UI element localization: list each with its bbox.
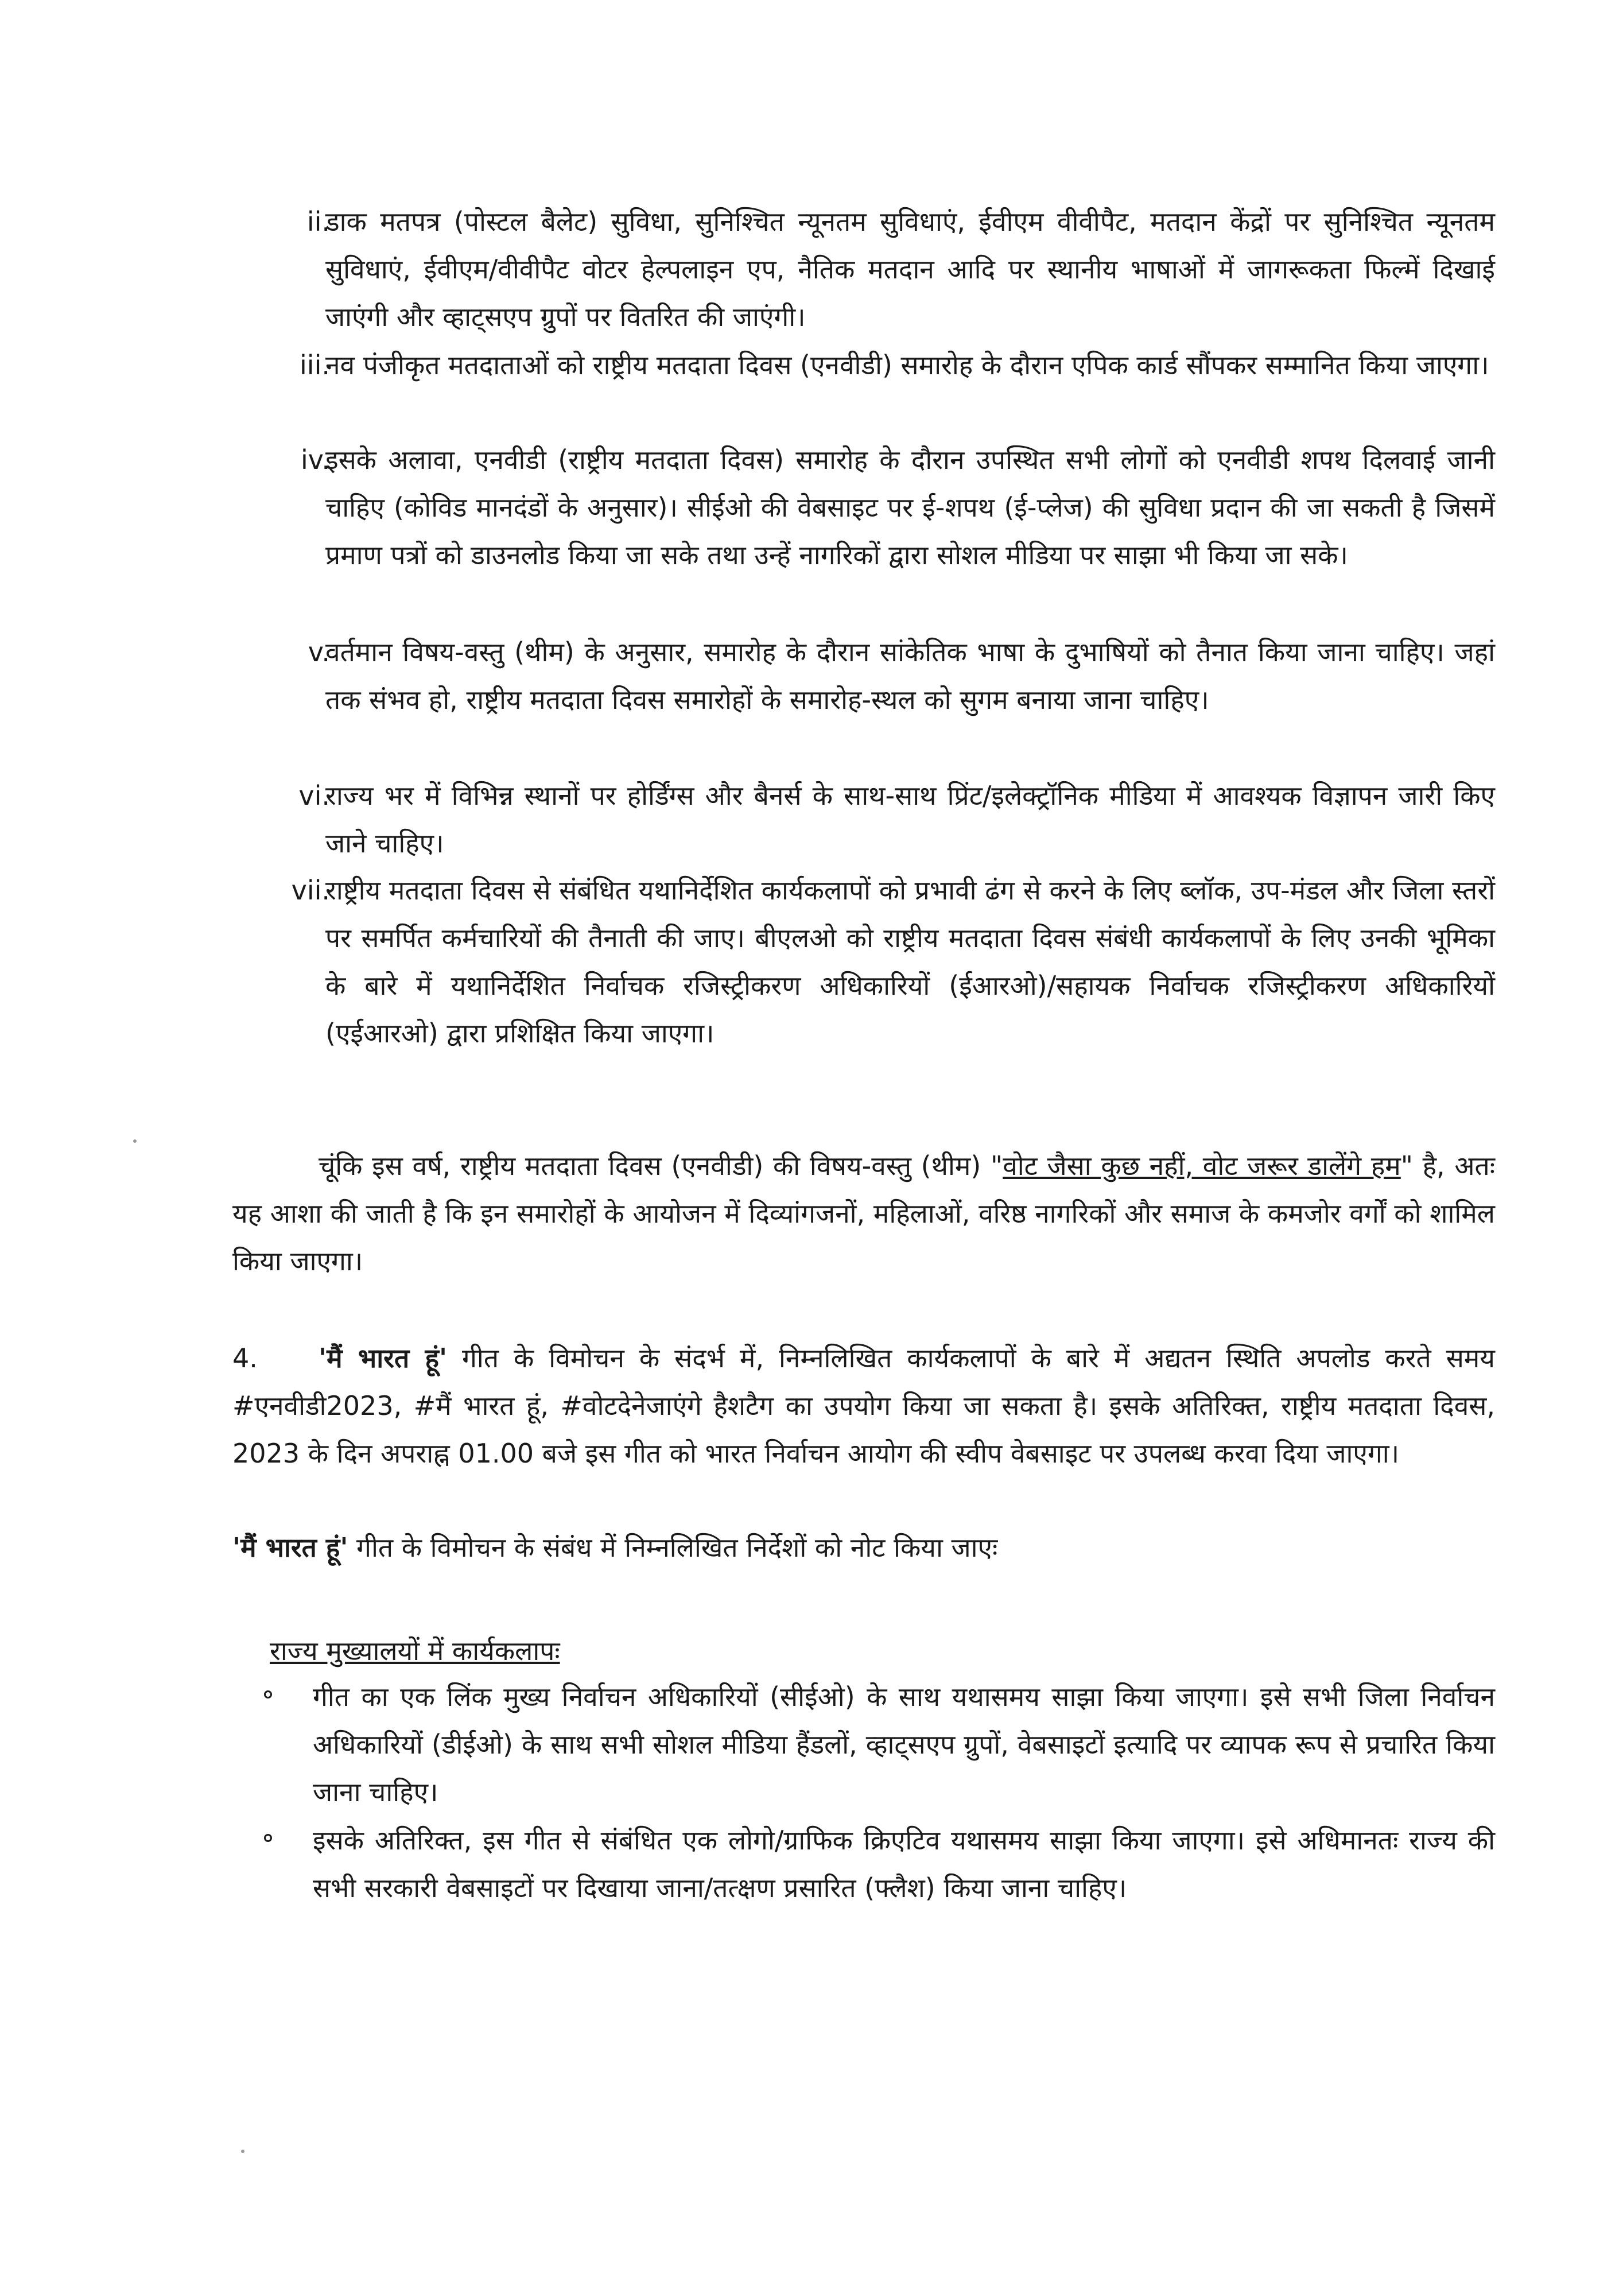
song-title: 'मैं भारत हूं' <box>319 1343 448 1374</box>
list-item-number: ii. <box>306 206 330 237</box>
list-item-text: नव पंजीकृत मतदाताओं को राष्ट्रीय मतदाता दिवस (एनवीडी) समारोह के दौरान एपिक कार्ड सौंपकर सम्मानित किया जाएगा। <box>325 350 1489 381</box>
section-4-note <box>232 1524 1495 1572</box>
list-item-text: राष्ट्रीय मतदाता दिवस से संबंधित यथानिर्देशित कार्यकलापों को प्रभावी ढंग से करने के लिए ब्लॉक, उप-मंडल और जिला स्तरों पर समर्पित कर्मचारियों की तैनाती की जाए। बीएलओ को राष्ट्रीय मतदाता दिवस संबंधी कार्यकलापों के लिए उनकी भूमिका के बारे में यथानिर्देशित निर्वाचक रजिस्ट्रीकरण अधिकारियों (ईआरओ)/सहायक निर्वाचक रजिस्ट्रीकरण अधिकारियों (एईआरओ) द्वारा प्रशिक्षित किया जाएगा। <box>325 875 1495 1049</box>
theme-paragraph-lead: चूंकि इस वर्ष, राष्ट्रीय मतदाता दिवस (एनवीडी) की विषय-वस्तु (थीम) " <box>319 1150 1003 1181</box>
scan-speck <box>241 2150 244 2153</box>
list-item <box>290 198 1495 341</box>
list-item-number: v. <box>308 637 330 668</box>
list-item <box>290 629 1495 724</box>
list-item <box>290 772 1495 867</box>
song-title: 'मैं भारत हूं' <box>232 1532 348 1563</box>
list-item-text: इसके अलावा, एनवीडी (राष्ट्रीय मतदाता दिवस) समारोह के दौरान उपस्थित सभी लोगों को एनवीडी शपथ दिलवाई जानी चाहिए (कोविड मानदंडों के अनुसार)। सीईओ की वेबसाइट पर ई-शपथ (ई-प्लेज) की सुविधा प्रदान की जा सकती है जिसमें प्रमाण पत्रों को डाउनलोड किया जा सके तथा उन्हें नागरिकों द्वारा सोशल मीडिया पर साझा भी किया जा सके। <box>325 444 1495 571</box>
bullet-item <box>264 1817 1495 1912</box>
section-number: 4. <box>232 1343 258 1374</box>
section-4-text: गीत के विमोचन के संदर्भ में, निम्नलिखित कार्यकलापों के बारे में अद्यतन स्थिति अपलोड करते समय #एनवीडी2023, #मैं भारत हूं, #वोटदेनेजाएंगे हैशटैग का उपयोग किया जा सकता है। इसके अतिरिक्त, राष्ट्रीय मतदाता दिवस, 2023 के दिन अपराह्न 01.00 बजे इस गीत को भारत निर्वाचन आयोग की स्वीप वेबसाइट पर उपलब्ध करवा दिया जाएगा। <box>232 1343 1495 1469</box>
list-item-number: vi. <box>298 780 330 811</box>
list-item <box>290 342 1495 389</box>
theme-paragraph-tail: " है, अतः यह आशा की जाती है कि इन समारोहों के आयोजन में दिव्यांगजनों, महिलाओं, वरिष्ठ नागरिकों और समाज के कमजोर वर्गों को शामिल किया जाएगा। <box>232 1150 1495 1277</box>
bullet-text: गीत का एक लिंक मुख्य निर्वाचन अधिकारियों (सीईओ) के साथ यथासमय साझा किया जाएगा। इसे सभी जिला निर्वाचन अधिकारियों (डीईओ) के साथ सभी सोशल मीडिया हैंडलों, व्हाट्सएप ग्रुपों, वेबसाइटों इत्यादि पर व्यापक रूप से प्रचारित किया जाना चाहिए। <box>313 1681 1495 1808</box>
list-item-number: vii. <box>291 875 330 906</box>
list-item-text: राज्य भर में विभिन्न स्थानों पर होर्डिंग्स और बैनर्स के साथ-साथ प्रिंट/इलेक्ट्रॉनिक मीडिया में आवश्यक विज्ञापन जारी किए जाने चाहिए। <box>325 780 1495 859</box>
list-item-text: डाक मतपत्र (पोस्टल बैलेट) सुविधा, सुनिश्चित न्यूनतम सुविधाएं, ईवीएम वीवीपैट, मतदान केंद्रों पर सुनिश्चित न्यूनतम सुविधाएं, ईवीएम/वीवीपैट वोटर हेल्पलाइन एप, नैतिक मतदान आदि पर स्थानीय भाषाओं में जागरूकता फिल्में दिखाई जाएंगी और व्हाट्सएप ग्रुपों पर वितरित की जाएंगी। <box>325 206 1495 332</box>
list-item <box>290 867 1495 1057</box>
section-4-note-text: गीत के विमोचन के संबंध में निम्नलिखित निर्देशों को नोट किया जाएः <box>356 1532 998 1563</box>
bullet-item <box>264 1673 1495 1816</box>
section-4-paragraph <box>232 1335 1495 1477</box>
scan-speck <box>133 1139 137 1143</box>
list-item-number: iv. <box>300 444 330 475</box>
bullet-icon <box>264 1690 272 1698</box>
bullet-text: इसके अतिरिक्त, इस गीत से संबंधित एक लोगो/ग्राफिक क्रिएटिव यथासमय साझा किया जाएगा। इसे अधिमानतः राज्य की सभी सरकारी वेबसाइटों पर दिखाया जाना/तत्क्षण प्रसारित (फ्लैश) किया जाना चाहिए। <box>313 1825 1495 1903</box>
list-item <box>290 436 1495 579</box>
bullet-icon <box>264 1834 272 1842</box>
state-hq-heading: राज्य मुख्यालयों में कार्यकलापः <box>270 1635 560 1666</box>
nvd-theme-text: वोट जैसा कुछ नहीं, वोट जरूर डालेंगे हम <box>1003 1150 1401 1181</box>
theme-paragraph <box>232 1142 1495 1285</box>
list-item-text: वर्तमान विषय-वस्तु (थीम) के अनुसार, समारोह के दौरान सांकेतिक भाषा के दुभाषियों को तैनात किया जाना चाहिए। जहां तक संभव हो, राष्ट्रीय मतदाता दिवस समारोहों के समारोह-स्थल को सुगम बनाया जाना चाहिए। <box>325 637 1495 715</box>
list-item-number: iii. <box>300 350 330 381</box>
